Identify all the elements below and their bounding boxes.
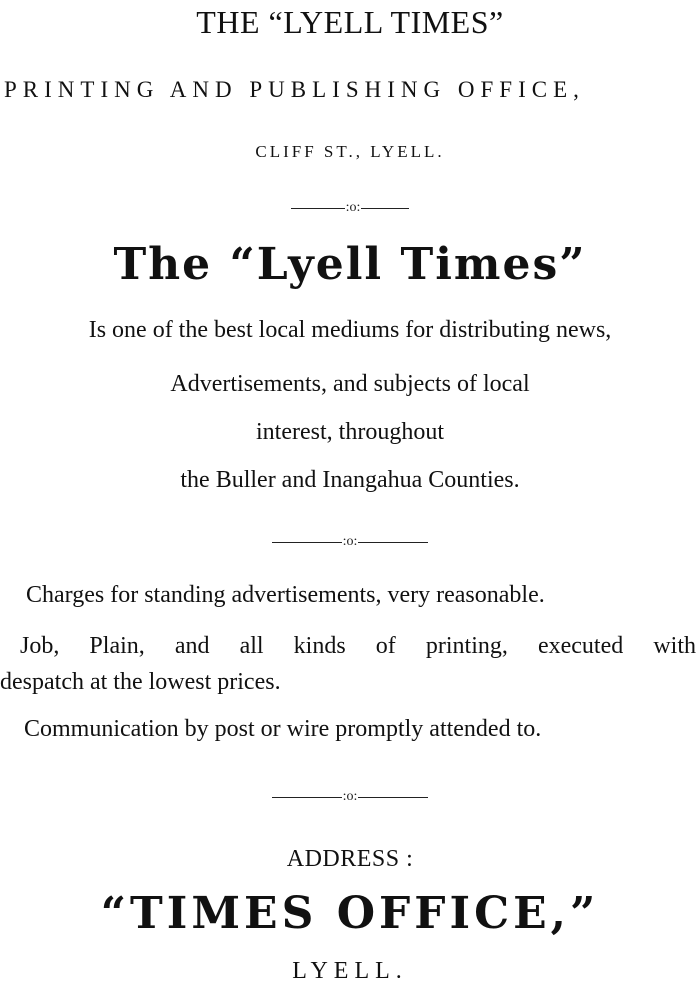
job-printing-text: Job, Plain, and all kinds of printing, executed with [20, 633, 696, 659]
divider-rule [358, 797, 428, 798]
times-office-title: “TIMES OFFICE,” [100, 888, 600, 939]
description-line: Is one of the best local mediums for distributing news, [88, 317, 612, 343]
description-line: Advertisements, and subjects of local [170, 371, 530, 397]
description-line: interest, throughout [256, 419, 444, 445]
charges-text: Charges for standing advertisements, very reasonable. [26, 582, 545, 608]
divider-rule [272, 542, 342, 543]
masthead-title: The “Lyell Times” [113, 239, 587, 290]
town-name: LYELL. [292, 958, 408, 984]
divider-mark: :o: [345, 200, 361, 215]
job-printing-text-continued: despatch at the lowest prices. [0, 669, 281, 695]
divider-2 [0, 535, 700, 549]
divider-rule [358, 542, 428, 543]
description-line: the Buller and Inangahua Counties. [180, 467, 520, 493]
divider-mark: :o: [342, 534, 358, 549]
page-title: THE “LYELL TIMES” [196, 4, 504, 40]
address-label: ADDRESS : [286, 846, 414, 872]
divider-mark: :o: [342, 789, 358, 804]
divider-1 [0, 201, 700, 215]
office-subtitle: PRINTING AND PUBLISHING OFFICE, [4, 77, 585, 102]
communication-text: Communication by post or wire promptly attended to. [24, 716, 542, 742]
divider-rule [272, 797, 342, 798]
divider-rule [291, 208, 345, 209]
divider-rule [361, 208, 409, 209]
divider-3 [0, 790, 700, 804]
street-address: CLIFF ST., LYELL. [255, 142, 445, 161]
